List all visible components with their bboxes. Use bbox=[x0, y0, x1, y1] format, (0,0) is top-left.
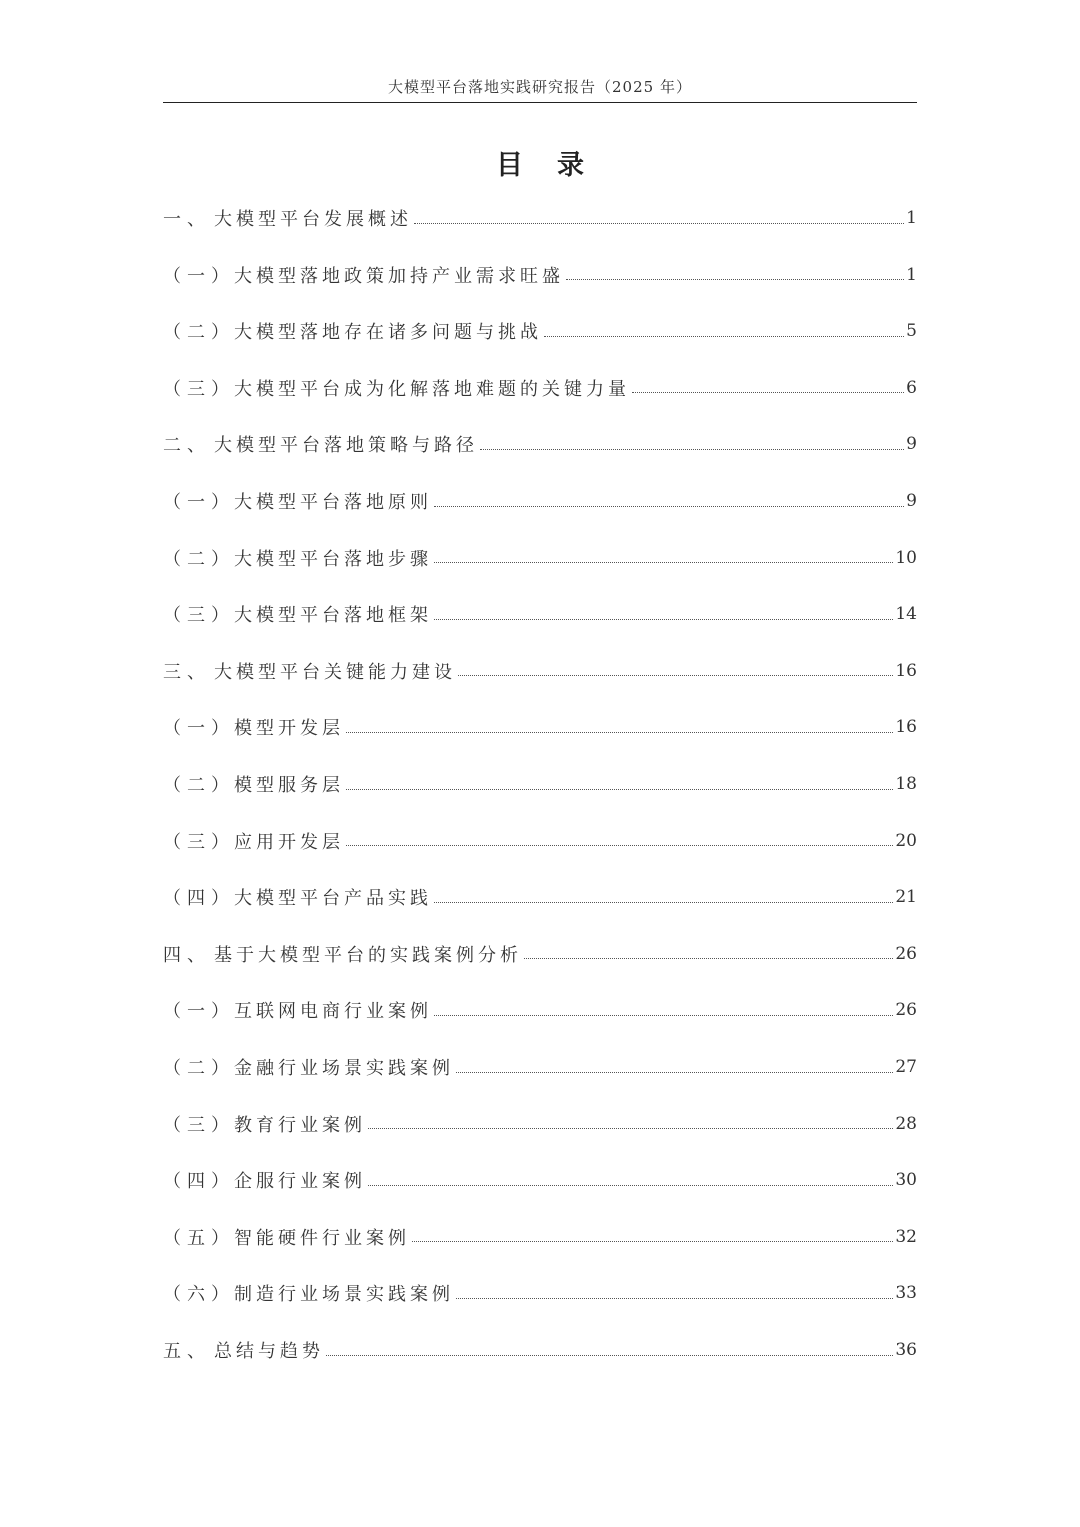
toc-entry[interactable] bbox=[163, 483, 917, 519]
toc-dot-leader bbox=[412, 1241, 893, 1242]
toc-entry[interactable] bbox=[163, 1219, 917, 1255]
toc-entry-page-number: 14 bbox=[895, 604, 917, 625]
toc-entry-number: （三） bbox=[163, 1114, 235, 1136]
toc-entry-page-number: 10 bbox=[895, 547, 917, 568]
toc-entry-number: （三） bbox=[163, 605, 235, 627]
toc-entry-title: 智能硬件行业案例 bbox=[234, 1227, 410, 1249]
toc-entry-title: 大模型平台落地框架 bbox=[234, 605, 432, 627]
toc-entry-page-number: 6 bbox=[906, 377, 917, 398]
toc-entry-page-number: 26 bbox=[895, 943, 917, 964]
toc-entry-title: 制造行业场景实践案例 bbox=[234, 1284, 454, 1306]
toc-entry-title: 金融行业场景实践案例 bbox=[234, 1058, 454, 1079]
toc-entry-title: 大模型平台落地步骤 bbox=[234, 548, 432, 570]
toc-entry-page-number: 21 bbox=[895, 887, 917, 908]
toc-entry-number: 二、 bbox=[163, 435, 211, 457]
toc-entry-title: 大模型平台关键能力建设 bbox=[214, 661, 456, 683]
toc-entry-page-number: 33 bbox=[895, 1283, 917, 1304]
toc-entry-title: 大模型平台落地原则 bbox=[234, 492, 432, 513]
toc-entry-title: 企服行业案例 bbox=[234, 1171, 366, 1193]
toc-dot-leader bbox=[458, 675, 893, 676]
toc-entry-number: （二） bbox=[163, 322, 235, 344]
toc-entry[interactable] bbox=[163, 596, 917, 632]
toc-entry-title: 模型开发层 bbox=[234, 718, 344, 740]
toc-entry[interactable] bbox=[163, 766, 917, 802]
toc-entry[interactable] bbox=[163, 370, 917, 406]
toc-entry[interactable] bbox=[163, 426, 917, 462]
toc-dot-leader bbox=[434, 506, 904, 507]
toc-entry-title: 互联网电商行业案例 bbox=[234, 1001, 432, 1023]
toc-dot-leader bbox=[368, 1185, 893, 1186]
toc-entry-number: （三） bbox=[163, 378, 235, 400]
toc-entry-number: （一） bbox=[163, 492, 235, 513]
toc-entry[interactable] bbox=[163, 1332, 917, 1368]
toc-entry[interactable] bbox=[163, 313, 917, 349]
toc-entry-page-number: 20 bbox=[895, 830, 917, 851]
toc-title: 目录 bbox=[496, 150, 618, 181]
toc-dot-leader bbox=[632, 392, 904, 393]
toc-entry-number: （六） bbox=[163, 1284, 235, 1306]
toc-dot-leader bbox=[368, 1128, 893, 1129]
toc-entry-number: （二） bbox=[163, 775, 235, 796]
toc-entry-number: （二） bbox=[163, 548, 235, 570]
toc-entry[interactable] bbox=[163, 653, 917, 689]
toc-entry-number: 五、 bbox=[163, 1341, 211, 1362]
toc-entry[interactable] bbox=[163, 1162, 917, 1198]
toc-entry-page-number: 32 bbox=[895, 1226, 917, 1247]
toc-entry-number: （五） bbox=[163, 1227, 235, 1249]
toc-entry-page-number: 5 bbox=[906, 321, 917, 342]
toc-entry-title: 应用开发层 bbox=[234, 831, 344, 853]
toc-dot-leader bbox=[414, 223, 904, 224]
toc-dot-leader bbox=[524, 958, 893, 959]
toc-entry-page-number: 18 bbox=[895, 774, 917, 794]
toc-entry-number: （一） bbox=[163, 1001, 235, 1023]
toc-entry-number: （二） bbox=[163, 1058, 235, 1079]
toc-entry-title: 基于大模型平台的实践案例分析 bbox=[214, 944, 522, 966]
toc-dot-leader bbox=[346, 845, 893, 846]
toc-entry-title: 大模型平台产品实践 bbox=[234, 888, 432, 910]
toc-entry-number: 一、 bbox=[163, 209, 211, 230]
toc-entry-number: （四） bbox=[163, 888, 235, 910]
toc-entry-number: （一） bbox=[163, 718, 235, 740]
toc-entry-page-number: 16 bbox=[895, 717, 917, 738]
toc-entry[interactable] bbox=[163, 709, 917, 745]
toc-entry[interactable] bbox=[163, 879, 917, 915]
toc-dot-leader bbox=[456, 1072, 893, 1073]
toc-entry-title: 大模型平台成为化解落地难题的关键力量 bbox=[234, 378, 630, 400]
toc-entry-title: 大模型落地政策加持产业需求旺盛 bbox=[234, 265, 564, 287]
toc-entry-number: （四） bbox=[163, 1171, 235, 1193]
toc-entry[interactable] bbox=[163, 1275, 917, 1311]
toc-entry[interactable] bbox=[163, 200, 917, 236]
toc-entry-page-number: 27 bbox=[895, 1057, 917, 1077]
running-header: 大模型平台落地实践研究报告（2025 年） bbox=[388, 78, 692, 96]
toc-entry-page-number: 9 bbox=[906, 434, 917, 455]
toc-entry-number: 四、 bbox=[163, 944, 211, 966]
toc-dot-leader bbox=[326, 1355, 893, 1356]
toc-dot-leader bbox=[434, 619, 893, 620]
toc-entry-page-number: 28 bbox=[895, 1113, 917, 1134]
toc-entry-page-number: 16 bbox=[895, 660, 917, 681]
toc-dot-leader bbox=[346, 732, 893, 733]
toc-dot-leader bbox=[434, 1015, 893, 1016]
toc-entry-page-number: 30 bbox=[895, 1170, 917, 1191]
toc-entry-title: 大模型平台落地策略与路径 bbox=[214, 435, 478, 457]
toc-entry[interactable] bbox=[163, 1106, 917, 1142]
toc-entry-number: 三、 bbox=[163, 661, 211, 683]
toc-dot-leader bbox=[456, 1298, 893, 1299]
toc-entry-page-number: 36 bbox=[895, 1340, 917, 1360]
toc-entry-number: （一） bbox=[163, 265, 235, 287]
toc-entry-number: （三） bbox=[163, 831, 235, 853]
toc-entry-page-number: 26 bbox=[895, 1000, 917, 1021]
toc-entry[interactable] bbox=[163, 257, 917, 293]
toc-entry[interactable] bbox=[163, 992, 917, 1028]
toc-dot-leader bbox=[434, 562, 893, 563]
toc-entry[interactable] bbox=[163, 823, 917, 859]
header-divider bbox=[163, 102, 917, 103]
toc-dot-leader bbox=[434, 902, 893, 903]
toc-entry[interactable] bbox=[163, 936, 917, 972]
toc-dot-leader bbox=[480, 449, 904, 450]
toc-dot-leader bbox=[566, 279, 904, 280]
toc-entry-title: 教育行业案例 bbox=[234, 1114, 366, 1136]
toc-entry[interactable] bbox=[163, 540, 917, 576]
toc-entry-title: 大模型落地存在诸多问题与挑战 bbox=[234, 322, 542, 344]
toc-entry-title: 总结与趋势 bbox=[214, 1341, 324, 1362]
toc-dot-leader bbox=[346, 789, 893, 790]
toc-entry[interactable] bbox=[163, 1049, 917, 1085]
toc-entry-page-number: 1 bbox=[906, 264, 917, 285]
toc-entry-page-number: 9 bbox=[906, 491, 917, 511]
toc-entry-title: 大模型平台发展概述 bbox=[214, 209, 412, 230]
toc-entry-title: 模型服务层 bbox=[234, 775, 344, 796]
toc-dot-leader bbox=[544, 336, 904, 337]
toc-entry-page-number: 1 bbox=[906, 208, 917, 228]
